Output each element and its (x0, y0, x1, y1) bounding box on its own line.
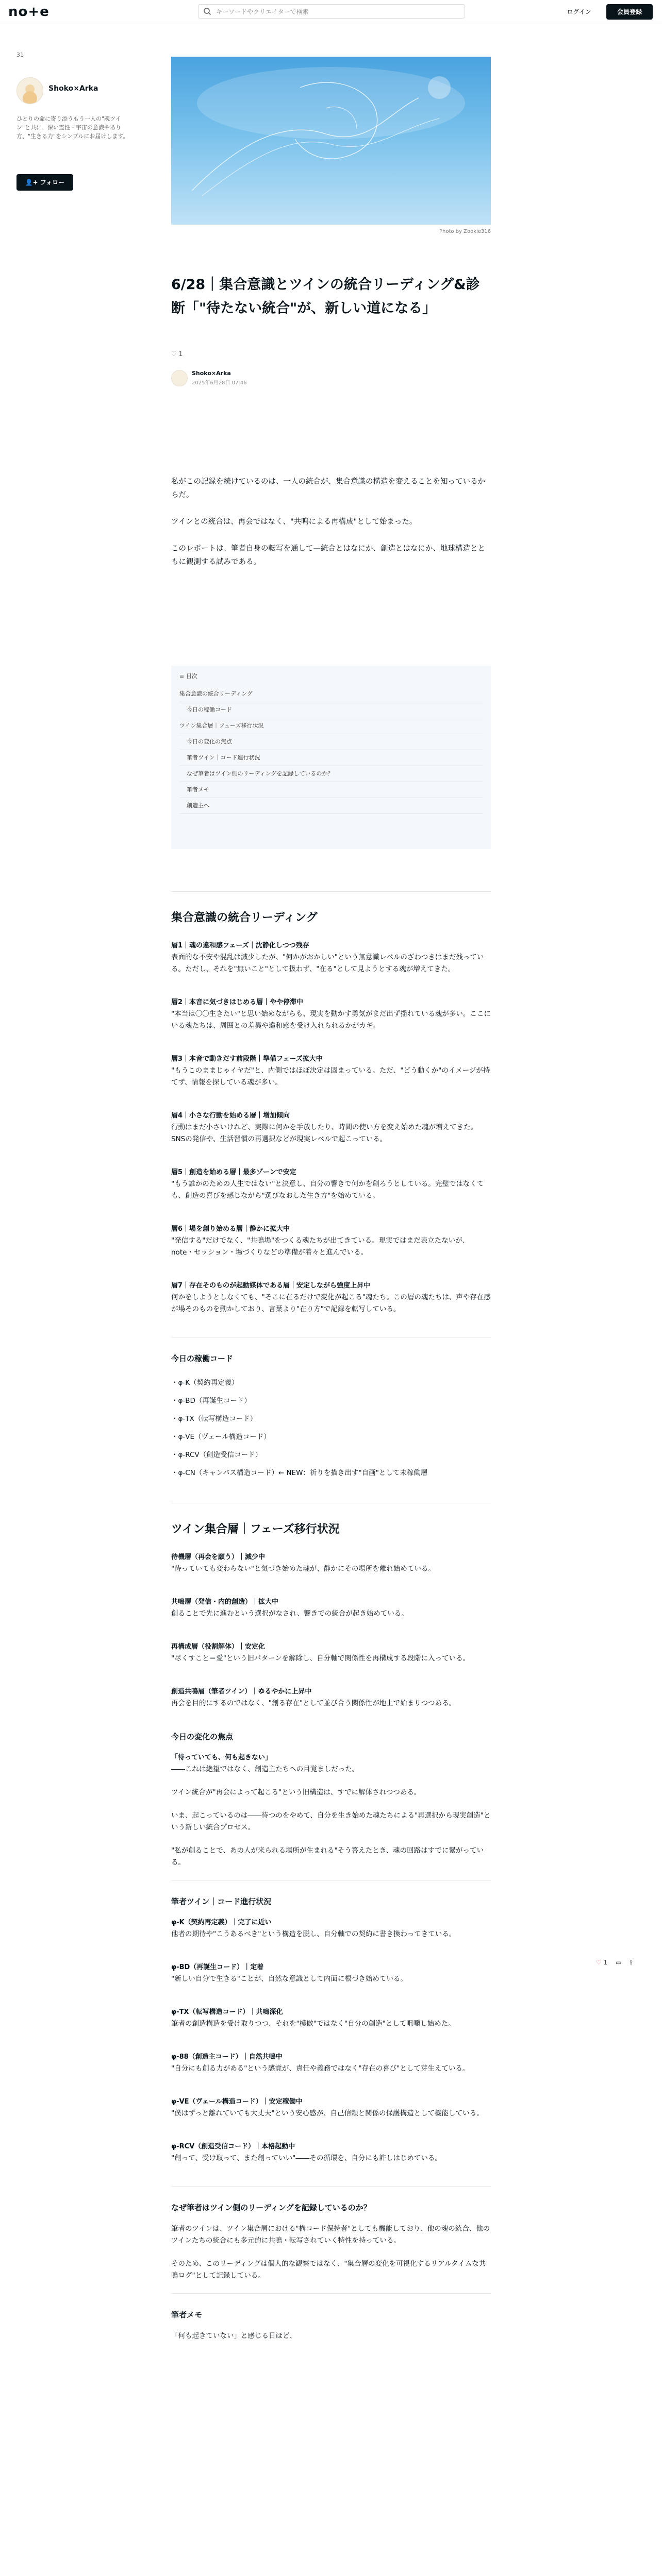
like-count: 1 (178, 350, 183, 358)
divider (171, 2186, 491, 2187)
item-heading: 層2｜本音に気づきはじめる層｜やや停滞中 (171, 998, 304, 1006)
reading-item (171, 1110, 491, 1145)
article-body (171, 891, 491, 2353)
item-text: 創ることで先に進むという選択がなされ、響きでの統合が起き始めている。 (171, 1609, 408, 1618)
list-item: ・φ-K（契約再定義） (171, 1379, 239, 1387)
person-plus-icon: 👤+ (25, 179, 38, 186)
paragraph: 「何も起きていない」と感じる日ほど、 (171, 2332, 296, 2340)
photo-credit[interactable]: Photo by Zookie316 (439, 229, 491, 234)
item-heading: 層7｜存在そのものが起動媒体である層｜安定しながら強度上昇中 (171, 1282, 371, 1290)
list-item: ・φ-TX（転写構造コード） (171, 1415, 257, 1423)
item-text: 筆者の創造構造を受け取りつつ、それを"模倣"ではなく"自分の創造"として咀嚼し始めた。 (171, 2020, 455, 2028)
toc-item[interactable]: 筆者メモ (179, 782, 483, 798)
top-header (0, 0, 662, 24)
item-heading: φ-K（契約再定義）｜完了に近い (171, 1919, 272, 1926)
toc-item[interactable]: 創造主へ (179, 798, 483, 814)
reading-item (171, 1280, 491, 1315)
toc-item[interactable]: 筆者ツイン｜コード進行状況 (179, 750, 483, 766)
reading-item (171, 1224, 491, 1259)
item-text: 他者の期待や"こうあるべき"という構造を脱し、自分軸での契約に書き換わってきている。 (171, 1930, 456, 1938)
toc-item[interactable]: 集合意識の統合リーディング (179, 686, 483, 702)
intro-paragraph: このレポートは、筆者自身の転写を通して—統合とはなにか、創造とはなにか、地球構造とともに観測する試みである。 (171, 545, 485, 566)
item-text: "尽くすこと＝愛"という旧パターンを解除し、自分軸で関係性を再構成する段階に入っている。 (171, 1654, 470, 1663)
signup-button[interactable]: 会員登録 (606, 4, 653, 20)
list-item: ・φ-VE（ヴェール構造コード） (171, 1433, 271, 1441)
sidebar-author-name[interactable]: Shoko×Arka (48, 84, 98, 93)
item-heading: 層6｜場を創り始める層｜静かに拡大中 (171, 1225, 290, 1233)
item-text: "僕はずっと離れていても大丈夫"という安心感が、自己信頼と関係の保護構造として機能している。 (171, 2109, 484, 2117)
avatar[interactable] (16, 77, 43, 104)
toc-heading[interactable]: ≡ 目次 (179, 673, 197, 680)
article-intro (171, 475, 491, 582)
float-like-count: 1 (603, 1959, 608, 1966)
item-heading: 層1｜魂の違和感フェーズ｜沈静化しつつ残存 (171, 942, 309, 950)
item-heading: 再構成層（役割解体）｜安定化 (171, 1643, 266, 1651)
search-box[interactable] (198, 4, 465, 19)
reading-item (171, 1167, 491, 1202)
item-heading: 共鳴層（発信・内的創造）｜拡大中 (171, 1598, 279, 1606)
item-heading: 層3｜本音で動きだす前段階｜準備フェーズ拡大中 (171, 1055, 323, 1063)
item-heading: φ-88（創造主コード）｜自然共鳴中 (171, 2053, 283, 2061)
item-heading: 層5｜創造を始める層｜最多ゾーンで安定 (171, 1168, 296, 1176)
section-heading: 筆者メモ (171, 2310, 203, 2319)
toc-item[interactable]: 今日の稼働コード (179, 702, 483, 718)
section-heading: 今日の稼働コード (171, 1354, 234, 1363)
paragraph: "私が創ることで、あの人が来られる場所が生まれる"そう答えたとき、魂の回路はすでに繋がっている。 (171, 1846, 484, 1867)
heart-icon[interactable]: ♡ (596, 1959, 602, 1966)
item-text: "創って、受け取って、また創っていい"――その循環を、自分にも許しはじめている。 (171, 2154, 442, 2162)
article-author-name[interactable]: Shoko×Arka (192, 370, 231, 377)
table-of-contents (171, 666, 491, 849)
item-heading: φ-BD（再誕生コード）｜定着 (171, 1963, 264, 1971)
paragraph: ――これは絶望ではなく、創造主たちへの目覚ましだった。 (171, 1765, 359, 1773)
paragraph: そのため、このリーディングは個人的な観察ではなく、"集合層の変化を可視化するリアルタイムな共鳴ログ"として記録している。 (171, 2260, 486, 2280)
reading-item (171, 1597, 491, 1620)
item-text: "待っていても変わらない"と気づき始めた魂が、静かにその場所を離れ始めている。 (171, 1565, 435, 1573)
item-text: "もうこのままじゃイヤだ"と、内側ではほぼ決定は固まっている。ただ、"どう動くか"のイメージが持てず、情報を探している魂が多い。 (171, 1066, 490, 1087)
code-list (171, 1374, 491, 1482)
divider (171, 2293, 491, 2294)
item-heading: 層4｜小さな行動を始める層｜増加傾向 (171, 1112, 290, 1120)
list-item: ・φ-BD（再誕生コード） (171, 1397, 251, 1405)
reading-item (171, 1641, 491, 1665)
reading-item (171, 1552, 491, 1575)
reading-item (171, 1917, 491, 1940)
intro-paragraph: 私がこの記録を続けているのは、一人の統合が、集合意識の構造を変えることを知っているからだ。 (171, 478, 485, 499)
item-heading: φ-TX（転写構造コード）｜共鳴深化 (171, 2008, 283, 2016)
item-text: "本当は〇〇生きたい"と思い始めながらも、現実を動かす勇気がまだ出ず揺れている魂が多い。ここにいる魂たちは、周囲との差異や違和感を受け入れられるかがカギ。 (171, 1010, 491, 1030)
section-heading: 筆者ツイン｜コード進行状況 (171, 1897, 272, 1906)
section-heading: なぜ筆者はツイン側のリーディングを記録しているのか？ (171, 2203, 371, 2212)
item-heading: 創造共鳴層（筆者ツイン）｜ゆるやかに上昇中 (171, 1688, 312, 1696)
item-text: "発信する"だけでなく、"共鳴場"をつくる魂たちが出てきている。現実ではまだ表立たないが、note・セッション・場づくりなどの準備が着々と進んでいる。 (171, 1236, 470, 1257)
item-text: "もう誰かのための人生ではない"と決意し、自分の響きで何かを創ろうとしている。完璧ではなくても、創造の喜びを感じながら"選びなおした生き方"を始めている。 (171, 1180, 484, 1200)
reading-item (171, 2007, 491, 2030)
article-date: 2025年6月28日 07:46 (192, 380, 247, 386)
toc-item[interactable]: 今日の変化の焦点 (179, 734, 483, 750)
hero-illustration-icon (171, 57, 491, 225)
section-heading: 集合意識の統合リーディング (171, 911, 318, 924)
item-text: 何かをしようとしなくても、"そこに在るだけで変化が起こる"魂たち。この層の魂たちは、声や存在感が場そのものを動かしており、言葉より"在り方"で記録を転写している。 (171, 1293, 491, 1313)
item-text: 行動はまだ小さいけれど、実際に何かを手放したり、時間の使い方を変え始めた魂が増えてきた。SNSの発信や、生活習慣の再選択などが現実レベルで起こっている。 (171, 1123, 477, 1143)
note-logo[interactable]: no+e (8, 4, 49, 20)
item-heading: φ-RCV（創造受信コード）｜本格起動中 (171, 2143, 295, 2150)
share-icon[interactable]: ⇪ (628, 1959, 634, 1966)
paragraph: 筆者のツインは、ツイン集合層における"構コード保持者"としても機能しており、他の魂の統合、他のツインたちの統合にも多元的に共鳴・転写されていく特性を持っている。 (171, 2225, 490, 2245)
sidebar-bio: ひとりの命に寄り添うもう一人の"魂ツイン"と共に、深い霊性・宇宙の意識やあり方、"生きる力"をシンプルにお届けします。 (16, 115, 129, 140)
reading-item (171, 1054, 491, 1089)
hero-image (171, 57, 491, 225)
reading-item (171, 940, 491, 975)
comment-icon[interactable]: ▭ (616, 1959, 622, 1966)
floating-actions (596, 1959, 658, 1972)
section-heading: 今日の変化の焦点 (171, 1732, 234, 1741)
sidebar-stat: 31 (16, 52, 24, 58)
item-text: 再会を目的にするのではなく、"創る存在"として並び合う関係性が地上で始まりつつある。 (171, 1699, 456, 1707)
avatar-illustration-icon (17, 78, 43, 104)
reading-item (171, 1962, 491, 1985)
section-heading: ツイン集合層｜フェーズ移行状況 (171, 1523, 340, 1536)
login-link[interactable]: ログイン (567, 8, 591, 15)
paragraph: いま、起こっているのは――待つのをやめて、自分を生き始めた魂たちによる"再選択から現実創造"という新しい統合プロセス。 (171, 1811, 491, 1832)
article-title: 6/28｜集合意識とツインの統合リーディング&診断「"待たない統合"が、新しい道になる」 (171, 277, 480, 316)
follow-label: フォロー (40, 179, 65, 186)
focus-heading: 「待っていても、何も起きない」 (171, 1754, 272, 1761)
list-item: ・φ-RCV（創造受信コード） (171, 1451, 262, 1459)
search-icon (203, 7, 211, 15)
item-text: "自分にも創る力がある"という感覚が、責任や義務ではなく"存在の喜び"として芽生えている。 (171, 2064, 470, 2073)
item-text: "新しい自分で生きる"ことが、自然な意識として内面に根づき始めている。 (171, 1975, 407, 1983)
divider (171, 891, 491, 892)
reading-item (171, 2096, 491, 2120)
item-text: 表面的な不安や混乱は減少したが、"何かがおかしい"という無意識レベルのざわつきはまだ残っている。ただし、それを"無いこと"として扱わず、"在る"として見ようとする魂が増えてきた。 (171, 953, 484, 973)
reading-item (171, 1686, 491, 1709)
author-sidebar (16, 52, 135, 186)
paragraph: ツイン統合が"再会によって起こる"という旧構造は、すでに解体されつつある。 (171, 1788, 421, 1797)
item-heading: φ-VE（ヴェール構造コード）｜安定稼働中 (171, 2098, 303, 2106)
item-heading: 待機層（再会を願う）｜減少中 (171, 1553, 266, 1561)
heart-icon: ♡ (171, 350, 177, 358)
reading-item (171, 2052, 491, 2075)
like-count-top[interactable] (171, 350, 183, 358)
avatar[interactable] (171, 370, 188, 386)
intro-paragraph: ツインとの統合は、再会ではなく、"共鳴による再構成"として始まった。 (171, 518, 417, 526)
search-input[interactable] (215, 5, 459, 19)
list-item: ・φ-CN（キャンバス構造コード）← NEW：祈りを描き出す"自画"として未稼働層 (171, 1469, 428, 1477)
reading-item (171, 2141, 491, 2164)
follow-button[interactable] (16, 174, 73, 191)
toc-item[interactable]: ツイン集合層｜フェーズ移行状況 (179, 718, 483, 734)
toc-item[interactable]: なぜ筆者はツイン側のリーディングを記録しているのか？ (179, 766, 483, 782)
reading-item (171, 997, 491, 1032)
toc-toggle-icon: ≡ (179, 673, 186, 680)
